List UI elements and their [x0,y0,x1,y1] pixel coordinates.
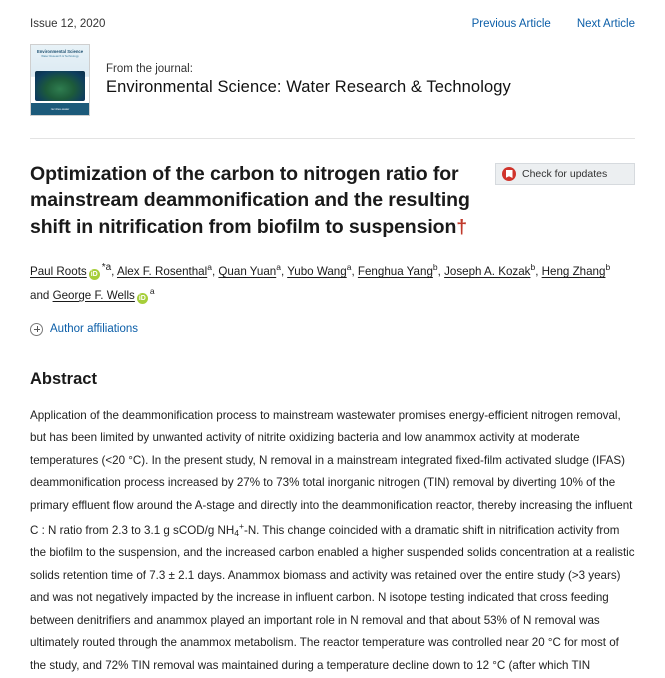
author-sup: *a [101,261,112,273]
previous-article-link[interactable]: Previous Article [471,18,551,30]
orcid-icon[interactable]: iD [138,294,146,302]
article-nav-links [472,18,635,30]
author-sup: a [346,261,352,272]
author-affiliations-toggle[interactable] [30,323,635,336]
next-article-link[interactable]: Next Article [576,18,635,30]
journal-header [30,44,635,138]
title-dagger: † [456,215,468,238]
author-sup: a [207,261,212,272]
abstract-part-1: Application of the deammonification process to mainstream wastewater promises energy-efficient nitrogen removal, but has been limited by unwanted activity of nitrite oxidizing bacteria and low anammox activity at moderate temperatures (<20 °C). In the present study, N removal in a mainstream integrated fixed-film activated sludge (IFAS) deammonification process increased by 27% to 73% total inorganic nitrogen (TIN) removal by diverting 10% of the primary effluent flow around the A-stage and directly into the deammonification reactor, thereby increasing the influent C : N ratio from 2.3 to 3.1 g sCOD/g NH [30,408,633,537]
author-list: Paul Roots $iD^{*a}$, Alex F. Rosenthal$^a$, Quan Yuan$^a$, Yubo Wang$^a$, Fenghua Yang$^b$, Joseph A. Kozak$^b$, Heng Zhang$^b$ and George F. Wells $iD^a$ [30,261,611,302]
abstract-part-2: -N. This change coincided with a dramatic shift in nitrification activity from the biofilm to the suspension, and the increased carbon enabled a higher suspended solids concentration at a realistic solids retention time of 7.3 ± 2.1 days. Anammox biomass and activity was retained over the entire study (>3 years) and was not negatively impacted by the increase in influent carbon. N isotope testing indicated that cross feeding between denitrifiers and anammox played an important role in N removal and that about 53% of N removal was ultimately routed through the anammox metabolism. The reactor temperature was controlled near 20 °C for most of the study, and 72% TIN removal was maintained during a temperature decline down to 12 °C (after which TIN [30,523,635,673]
abstract-text [30,405,635,678]
author-link[interactable]: Alex F. Rosenthal [116,264,208,278]
crossmark-icon [502,167,516,181]
journal-name[interactable]: Environmental Science: Water Research & Technology [106,78,511,96]
title-block [30,161,635,240]
topbar [30,0,635,30]
cover-artwork [35,71,85,101]
from-journal-label: From the journal: [106,63,193,75]
author-link[interactable]: Fenghua Yang [357,264,433,278]
cover-title: Environmental Science [36,49,84,54]
author-link[interactable]: Joseph A. Kozak [444,264,531,278]
article-title-text: Optimization of the carbon to nitrogen ratio for mainstream deammonification and the resulting shift in nitrification from biofilm to suspension [30,163,470,238]
author-link[interactable]: Heng Zhang [541,264,606,278]
journal-cover-image[interactable] [30,44,90,116]
cover-footer: rsc.li/es-water [31,103,89,115]
author-affiliations-label: Author affiliations [50,323,139,336]
page-title [30,161,500,240]
abstract-heading: Abstract [30,369,97,388]
orcid-icon[interactable]: iD [90,270,98,278]
author-sup: b [605,261,611,272]
plus-circle-icon [30,323,43,336]
header-divider [30,138,635,139]
author-sup: b [432,261,438,272]
author-conjunction: and [30,288,50,302]
author-sup: a [276,261,281,272]
abstract-subscript: 4 [234,527,239,538]
abstract-superscript: + [238,520,244,531]
author-link[interactable]: Paul Roots [30,264,87,278]
issue-label: Issue 12, 2020 [30,18,106,30]
author-link[interactable]: Yubo Wang [287,264,347,278]
check-for-updates-badge[interactable] [495,163,635,185]
author-sup: a [149,285,155,296]
journal-text [106,63,511,97]
author-sup: b [530,261,536,272]
cover-subtitle: Water Research & Technology [41,54,79,59]
check-for-updates-label: Check for updates [522,168,608,180]
author-link[interactable]: George F. Wells [52,288,135,302]
author-link[interactable]: Quan Yuan [218,264,277,278]
